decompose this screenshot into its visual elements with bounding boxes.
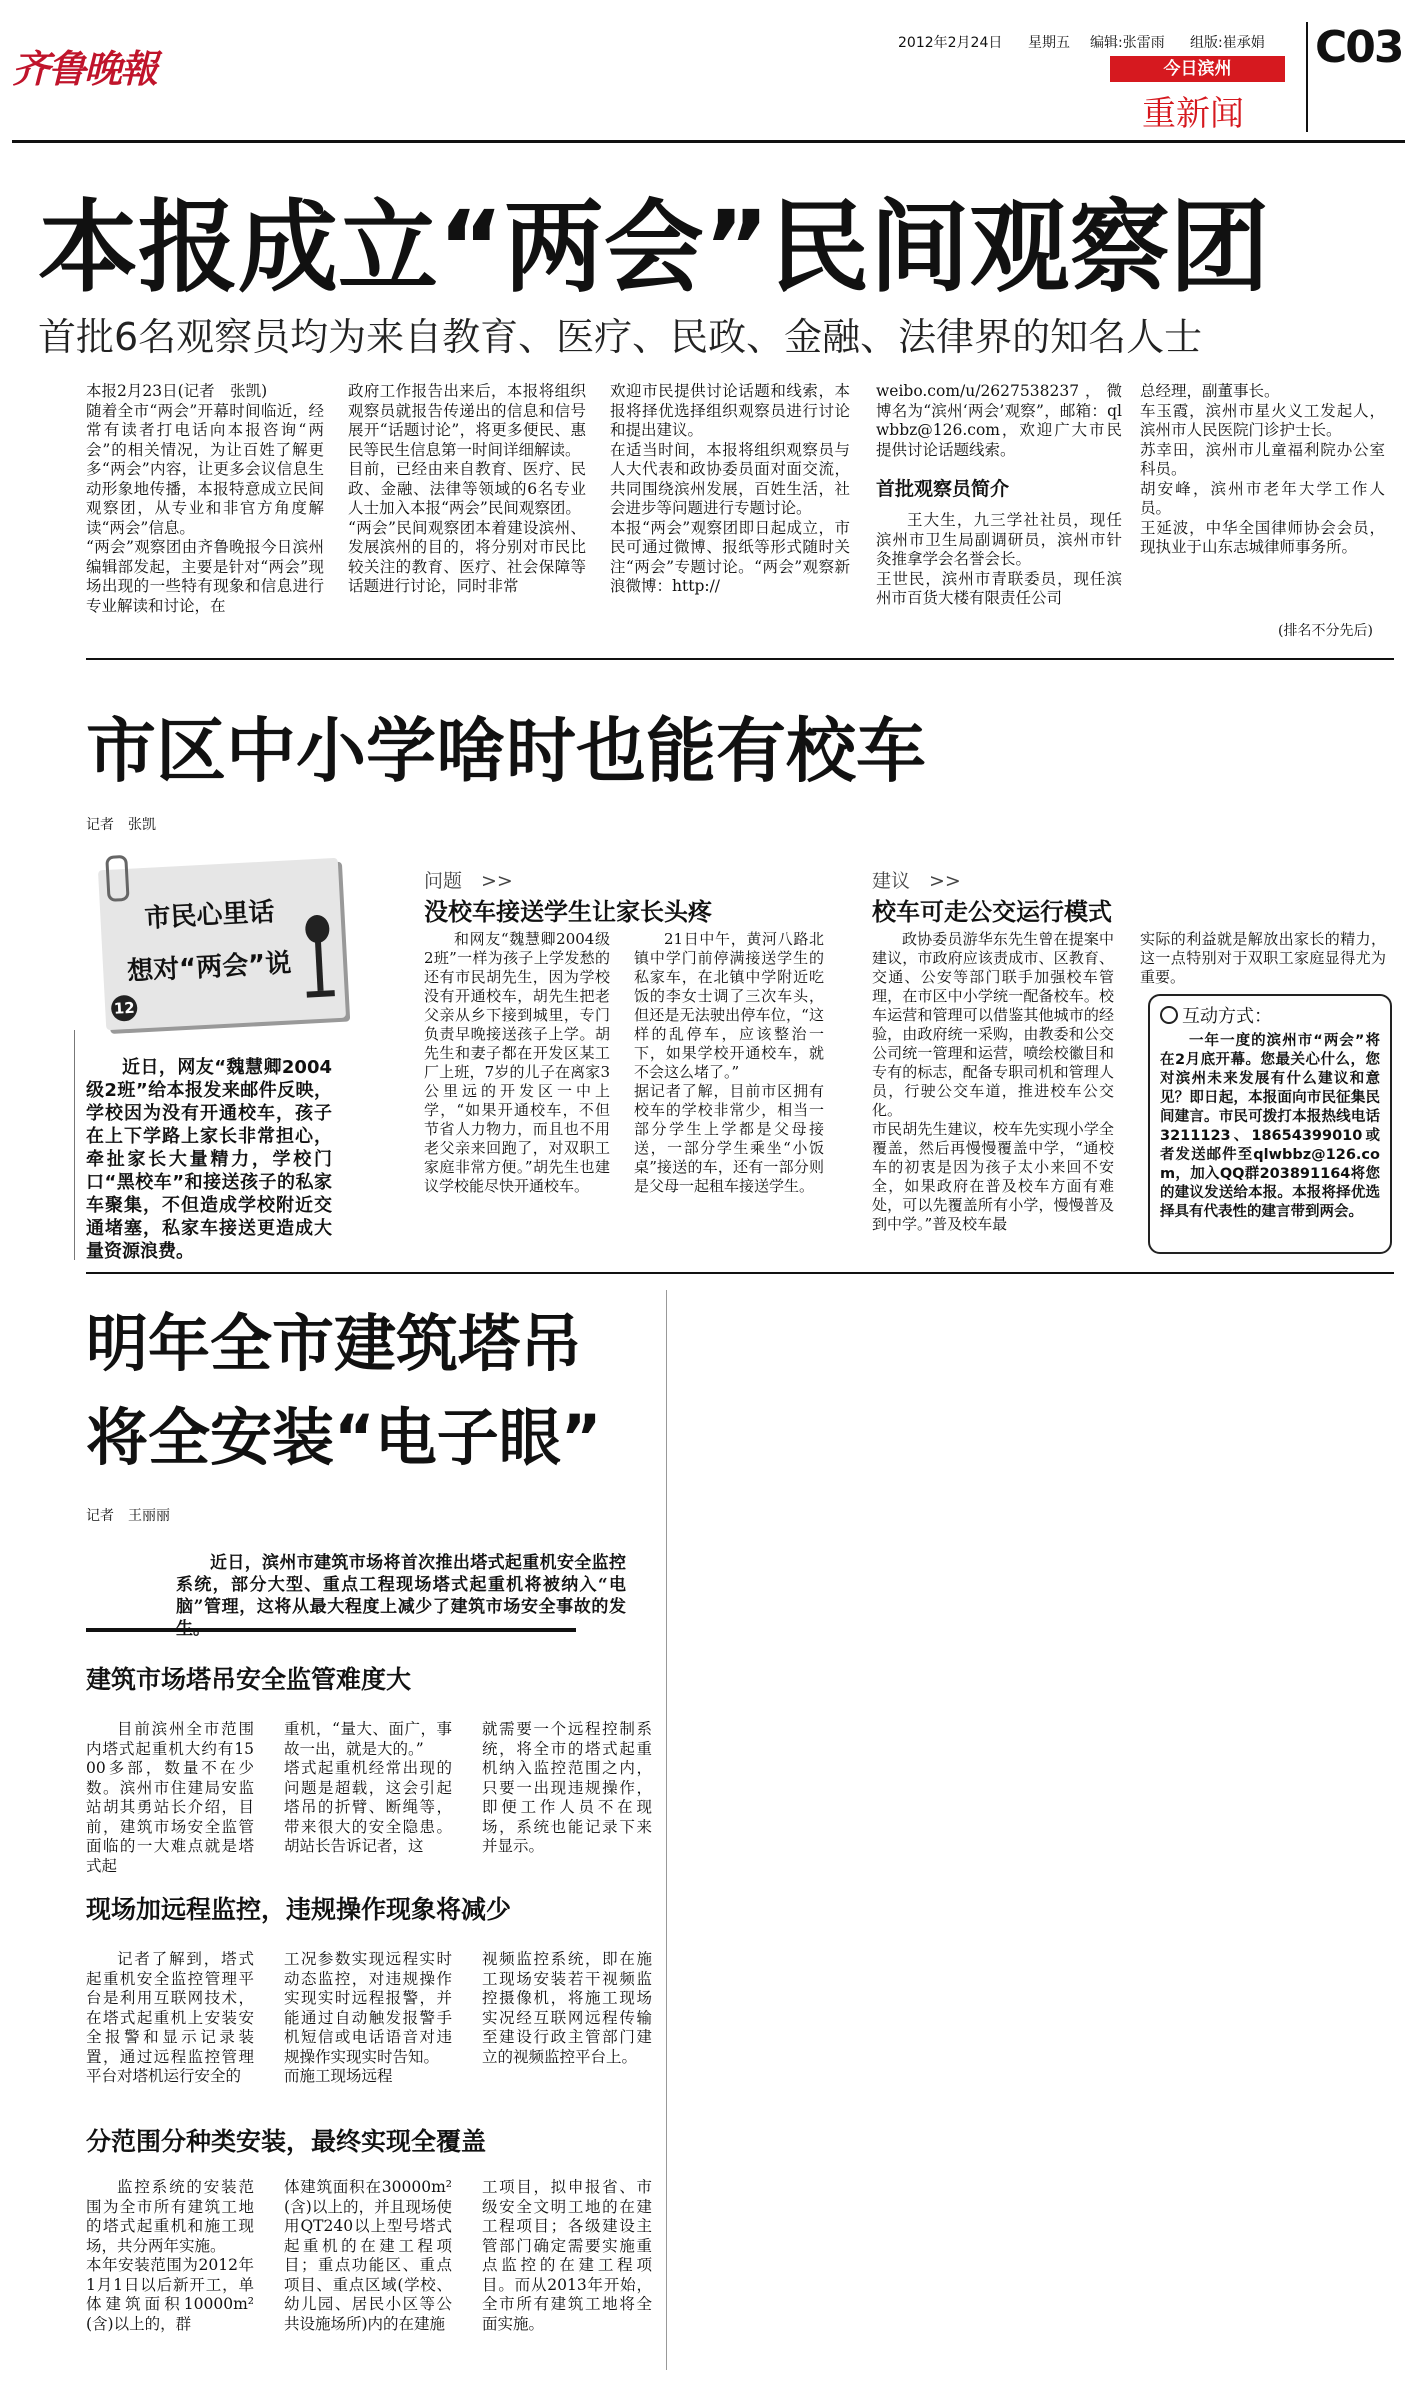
article3-headline-line1: 明年全市建筑塔吊 xyxy=(86,1307,583,1380)
article1-col4 xyxy=(876,382,1122,609)
article3-right-rule xyxy=(666,1290,667,2370)
question-title: 没校车接送学生让家长头疼 xyxy=(424,898,712,926)
section3-col1: 监控系统的安装范围为全市所有建筑工地的塔式起重机和施工现场，共分两年实施。 本年安装范围为2012年1月1日以后新开工，单体建筑面积10000m²(含)以上的，群 xyxy=(86,2178,254,2333)
suggestion-col1: 政协委员游华东先生曾在提案中建议，市政府应该责成市、区教育、交通、公安等部门联手加强校车管理，在市区中小学统一配备校车。校车运营和管理可以借鉴其他城市的经验，由政府统一采购，由教委和公交公司统一管理和运营，喷绘校徽目和专有的标志，配备专职司机和管理人员，行驶公交车道，推进校车公交化。 市民胡先生建议，校车先实现小学全覆盖，然后再慢慢覆盖中学，“通校车的初衷是因为孩子太小来回不安全，如果政府在普及校车方面有难处，可以先覆盖所有小学，慢慢普及到中学。”普及校车最 xyxy=(872,930,1114,1233)
badge-line1: 市民心里话 xyxy=(143,897,276,934)
article3-reporter: 记者 王丽丽 xyxy=(86,1508,170,1524)
chat-bubble-icon xyxy=(1160,1006,1178,1024)
interaction-body: 一年一度的滨州市“两会”将在2月底开幕。您最关心什么，您对滨州未来发展有什么建议和意见？即日起，本报面向市民征集民间建言。市民可拨打本报热线电话3211123、18654399010或者发送邮件至qlwbbz@126.com，加入QQ群203891164将您的建议发送给本报。本报将择优选择具有代表性的建言带到两会。 xyxy=(1160,1033,1380,1220)
article1-col3: 欢迎市民提供讨论话题和线索，本报将择优选择组织观察员进行讨论和提出建议。 在适当时间，本报将组织观察员与人大代表和政协委员面对面交流，共同围绕滨州发展，百姓生活，社会进步等问题进行专题讨论。 本报“两会”观察团即日起成立，市民可通过微博、报纸等形式随时关注“两会”专题讨论。“两会”观察新浪微博：http:// xyxy=(610,382,850,595)
article1-profile-list: 王大生，九三学社社员，现任滨州市卫生局副调研员，滨州市针灸推拿学会名誉会长。 王世民，滨州市青联委员，现任滨州市百货大楼有限责任公司 xyxy=(876,511,1122,607)
designer-credit: 组版:崔承娟 xyxy=(1190,35,1265,51)
citizen-voice-badge xyxy=(98,858,346,1030)
badge-number: 12 xyxy=(111,995,138,1022)
masthead-vertical-rule xyxy=(1306,22,1308,132)
page-number: C03 xyxy=(1315,22,1403,73)
article1-subhead: 首批6名观察员均为来自教育、医疗、民政、金融、法律界的知名人士 xyxy=(38,315,1203,359)
article1-col4-intro: weibo.com/u/2627538237，微博名为“滨州‘两会’观察”，邮箱：qlwbbz@126.com，欢迎广大市民提供讨论话题线索。 xyxy=(876,382,1122,459)
article3-lead-rule xyxy=(86,1628,576,1632)
section-badge: 今日滨州 xyxy=(1110,56,1285,82)
section2-col3: 视频监控系统，即在施工现场安装若干视频监控摄像机，将施工现场实况经互联网远程传输至建设行政主管部门建立的视频监控平台上。 xyxy=(482,1950,652,2066)
article1-bottom-rule xyxy=(86,658,1394,660)
question-label: 问题 >> xyxy=(424,870,513,892)
section3-col3: 工项目，拟申报省、市级安全文明工地的在建工程项目；各级建设主管部门确定需要实施重点监控的在建工程项目。而从2013年开始，全市所有建筑工地将全面实施。 xyxy=(482,2178,652,2333)
article1-col2: 政府工作报告出来后，本报将组织观察员就报告传递出的信息和信号展开“话题讨论”，将更多便民、惠民等民生信息第一时间详细解读。 目前，已经由来自教育、医疗、民政、金融、法律等领域的6名专业人士加入本报“两会”民间观察团。 “两会”民间观察团本着建设滨州、发展滨州的目的，将分别对市民比较关注的教育、医疗、社会保障等话题进行讨论，同时非常 xyxy=(348,382,586,595)
interaction-title xyxy=(1160,1002,1272,1028)
article2-headline: 市区中小学啥时也能有校车 xyxy=(86,710,926,792)
microphone-icon xyxy=(297,912,342,1004)
issue-date: 2012年2月24日 xyxy=(898,35,1003,51)
issue-weekday: 星期五 xyxy=(1028,35,1070,51)
article2-intro: 近日，网友“魏慧卿2004级2班”给本报发来邮件反映，学校因为没有开通校车，孩子在上下学路上家长非常担心，牵扯家长大量精力，学校门口“黑校车”和接送孩子的私家车聚集，不但造成学校附近交通堵塞，私家车接送更造成大量资源浪费。 xyxy=(86,1057,332,1262)
editor-credit: 编辑:张雷雨 xyxy=(1090,35,1165,51)
article3-headline-line2: 将全安装“电子眼” xyxy=(86,1401,602,1474)
section3-heading: 分范围分种类安装，最终实现全覆盖 xyxy=(86,2127,487,2156)
article1-col1: 本报2月23日(记者 张凯) 随着全市“两会”开幕时间临近，经常有读者打电话向本报咨询“两会”的相关情况，为让百姓了解更多“两会”内容，让更多会议信息生动形象地传播，本报特意成立民间观察团，从专业和非官方角度解读“两会”信息。 “两会”观察团由齐鲁晚报今日滨州编辑部发起，主要是针对“两会”现场出现的一些特有现象和信息进行专业解读和讨论，在 xyxy=(86,382,324,615)
section2-heading: 现场加远程监控，违规操作现象将减少 xyxy=(86,1895,512,1924)
newspaper-logo: 齐鲁晚報 xyxy=(12,46,157,91)
article2-reporter: 记者 张凯 xyxy=(86,817,156,833)
section1-col1: 目前滨州全市范围内塔式起重机大约有1500多部，数量不在少数。滨州市住建局安监站胡其勇站长介绍，目前，建筑市场安全监管面临的一大难点就是塔式起 xyxy=(86,1720,254,1875)
section1-col2: 重机，“量大、面广，事故一出，就是大的。” 塔式起重机经常出现的问题是超载，这会引起塔吊的折臂、断绳等，带来很大的安全隐患。胡站长告诉记者，这 xyxy=(284,1720,452,1855)
section1-heading: 建筑市场塔吊安全监管难度大 xyxy=(86,1665,412,1694)
suggestion-title: 校车可走公交运行模式 xyxy=(872,898,1112,926)
badge-line2: 想对“两会”说 xyxy=(126,948,293,987)
interaction-box xyxy=(1148,994,1392,1254)
suggestion-label: 建议 >> xyxy=(872,870,961,892)
article2-bottom-rule xyxy=(86,1272,1394,1274)
article2-intro-left-rule xyxy=(74,1030,75,1260)
paperclip-icon xyxy=(105,855,129,902)
article1-col5: 总经理，副董事长。 车玉霞，滨州市星火义工发起人，滨州市人民医院门诊护士长。 苏幸田，滨州市儿童福利院办公室科员。 胡安峰，滨州市老年大学工作人员。 王延波，中华全国律师协会会员，现执业于山东志城律师事务所。 xyxy=(1140,382,1385,556)
article3-lead: 近日，滨州市建筑市场将首次推出塔式起重机安全监控系统，部分大型、重点工程现场塔式起重机将被纳入“电脑”管理，这将从最大程度上减少了建筑市场安全事故的发 xyxy=(176,1553,626,1617)
section2-col2: 工况参数实现远程实时动态监控，对违规操作实现实时远程报警，并能通过自动触发报警手机短信或电话语音对违规操作实现实时告知。 而施工现场远程 xyxy=(284,1950,452,2085)
suggestion-col2: 实际的利益就是解放出家长的精力，这一点特别对于双职工家庭显得尤为重要。 xyxy=(1140,930,1386,986)
section3-col2: 体建筑面积在30000m²(含)以上的，并且现场使用QT240以上型号塔式起重机的在建工程项目；重点功能区、重点项目、重点区域(学校、幼儿园、居民小区等公共设施场所)内的在建施 xyxy=(284,2178,452,2333)
masthead-rule xyxy=(12,140,1405,143)
section-title: 重新闻 xyxy=(1142,94,1244,134)
question-col1: 和网友“魏慧卿2004级2班”一样为孩子上学发愁的还有市民胡先生，因为学校没有开通校车，胡先生把老父亲从乡下接到城里，专门负责早晚接送孩子上学。胡先生和妻子都在开发区某工厂上班，7岁的儿子在离家3公里远的开发区一中上学，“如果开通校车，不但节省人力物力，而且也不用老父亲来回跑了，对双职工家庭非常方便。”胡先生也建议学校能尽快开通校车。 xyxy=(424,930,610,1195)
question-col2: 21日中午，黄河八路北镇中学门前停满接送学生的私家车，在北镇中学附近吃饭的李女士调了三次车头，但还是无法驶出停车位，“这样的乱停车，应该整治一下，如果学校开通校车，就不会这么堵了。” 据记者了解，目前市区拥有校车的学校非常少，相当一部分学生上学都是父母接送，一部分学生乘坐“小饭桌”接送的车，还有一部分则是父母一起租车接送学生。 xyxy=(634,930,824,1195)
article1-headline: 本报成立“两会”民间观察团 xyxy=(38,189,1270,306)
article1-profile-heading: 首批观察员简介 xyxy=(876,478,1010,500)
section2-col1: 记者了解到，塔式起重机安全监控管理平台是利用互联网技术，在塔式起重机上安装安全报警和显示记录装置，通过远程监控管理平台对塔机运行安全的 xyxy=(86,1950,254,2085)
masthead xyxy=(0,0,1417,135)
interaction-title-text: 互动方式： xyxy=(1182,1006,1272,1027)
section1-col3: 就需要一个远程控制系统，将全市的塔式起重机纳入监控范围之内，只要一出现违规操作，即便工作人员不在现场，系统也能记录下来并显示。 xyxy=(482,1720,652,1855)
article1-note: (排名不分先后) xyxy=(1278,623,1373,639)
